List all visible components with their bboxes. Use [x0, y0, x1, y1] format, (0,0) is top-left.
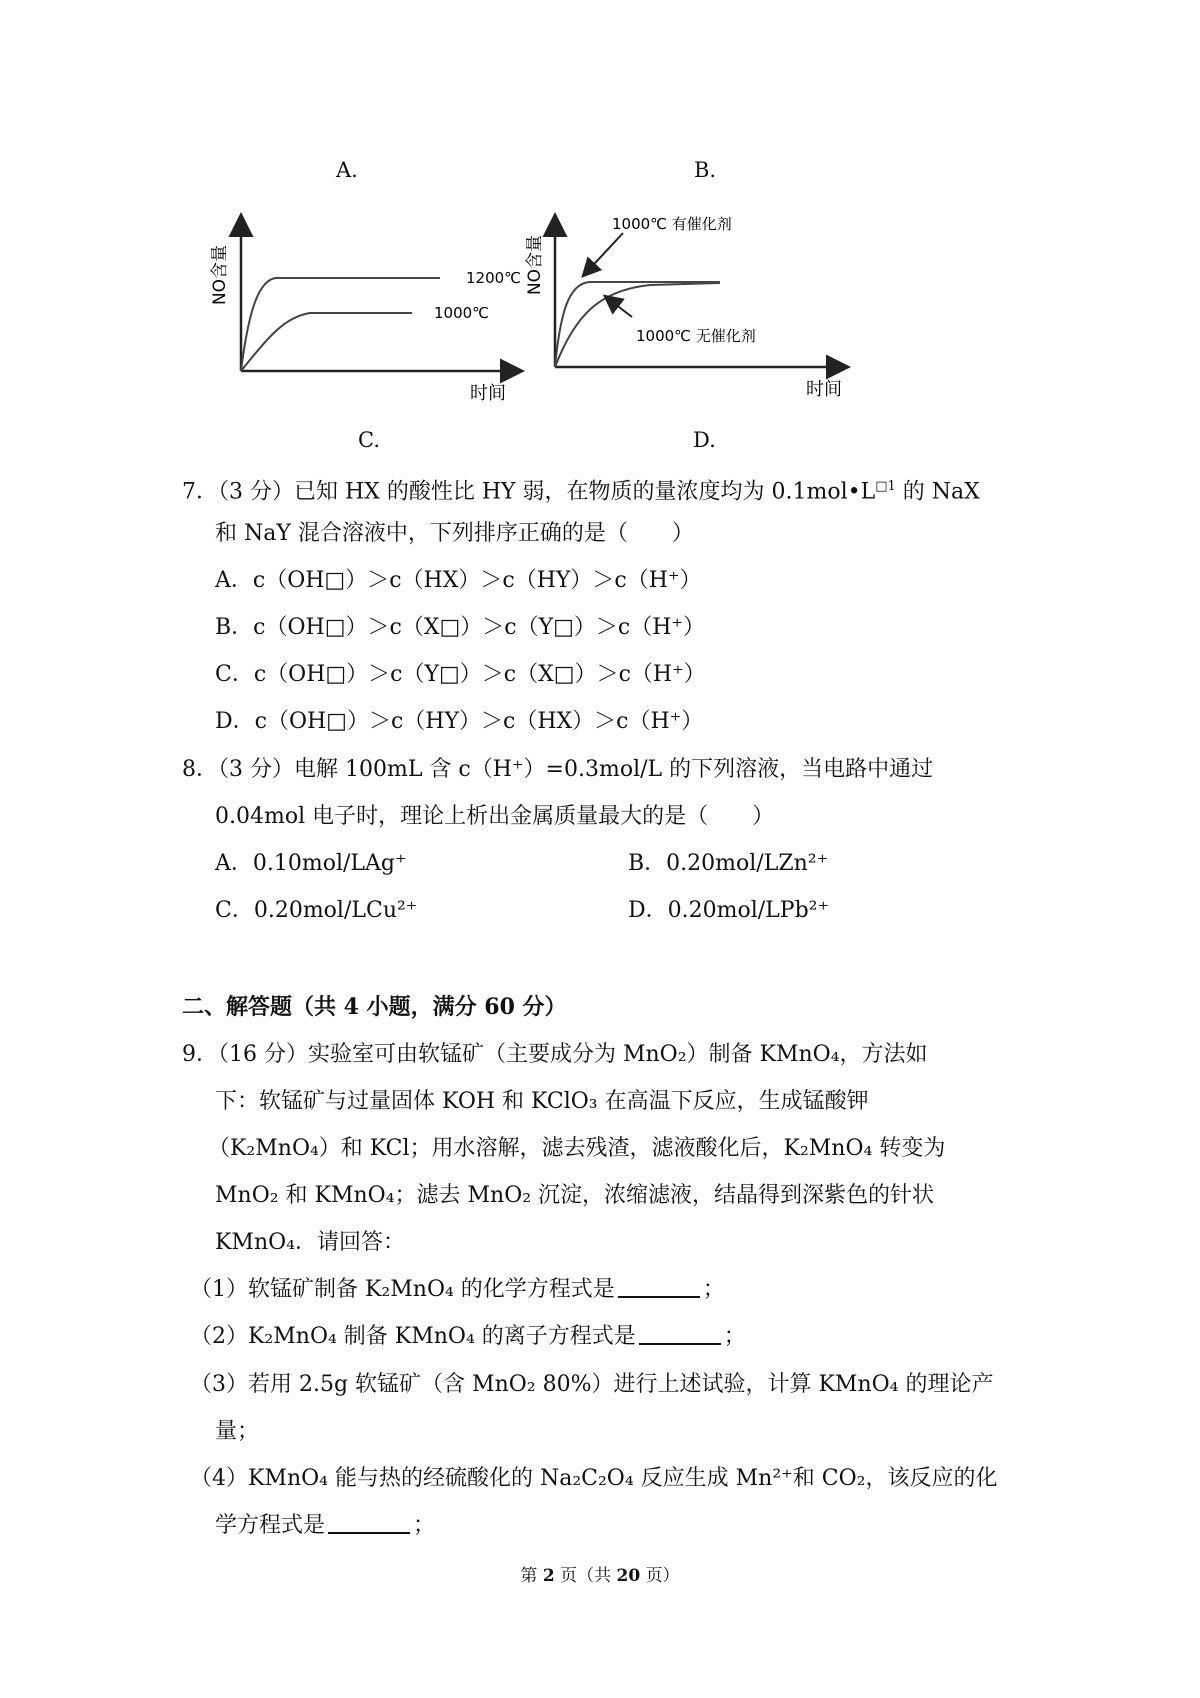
q9-sub2-semicolon: ；	[723, 1324, 746, 1349]
q9-line-4: MnO₂ 和 KMnO₄；滤去 MnO₂ 沉淀，浓缩滤液，结晶得到深紫色的针状	[215, 1183, 935, 1208]
graph-c-label-1200: 1200℃	[466, 269, 522, 287]
page-footer	[0, 1561, 1200, 1586]
q7-option-a: A．c（OH□）＞c（HX）＞c（HY）＞c（H⁺）	[215, 568, 702, 593]
graph-d-arrow-catalyst	[584, 233, 623, 275]
q9-sub3-line1: （3）若用 2.5g 软锰矿（含 MnO₂ 80%）进行上述试验，计算 KMnO₄ 的理论产	[190, 1372, 994, 1397]
q9-sub4-text: 学方程式是	[215, 1513, 326, 1538]
q7-option-b: B．c（OH□）＞c（X□）＞c（Y□）＞c（H⁺）	[215, 615, 706, 640]
q8-stem-line2: 0.04mol 电子时，理论上析出金属质量最大的是（ ）	[215, 804, 775, 829]
q9-sub4-blank[interactable]	[328, 1512, 410, 1534]
q9-sub3-line2: 量；	[215, 1419, 260, 1444]
figure-label-b: B.	[694, 158, 717, 182]
figure-label-d: D.	[693, 428, 716, 452]
graph-d-arrow-no-catalyst	[606, 297, 632, 317]
footer-prefix: 第	[520, 1566, 538, 1586]
q7-stem-line1	[182, 472, 980, 507]
q8-option-d: D．0.20mol/LPb²⁺	[628, 898, 830, 923]
q9-sub1	[190, 1275, 725, 1305]
graph-c-ylabel: NO含量	[210, 244, 230, 306]
footer-suffix: 页）	[645, 1566, 680, 1586]
q9-sub4-semicolon: ；	[413, 1513, 436, 1538]
graph-c-curve-1000	[241, 313, 412, 371]
q7-option-d: D．c（OH□）＞c（HY）＞c（HX）＞c（H⁺）	[215, 709, 704, 734]
graph-d-annot-catalyst: 1000℃ 有催化剂	[612, 215, 732, 233]
q9-line-2: 下：软锰矿与过量固体 KOH 和 KClO₃ 在高温下反应，生成锰酸钾	[215, 1089, 869, 1114]
figure-label-c: C.	[358, 428, 380, 452]
q9-sub4-line1: （4）KMnO₄ 能与热的经硫酸化的 Na₂C₂O₄ 反应生成 Mn²⁺和 CO₂，该反应的化	[190, 1466, 998, 1491]
graph-d-curve-catalyst	[555, 282, 720, 367]
q8-option-b: B．0.20mol/LZn²⁺	[628, 851, 829, 876]
graph-c-curve-1200	[241, 278, 440, 371]
graph-d-curve-no-catalyst	[555, 283, 720, 367]
graph-d-ylabel: NO含量	[525, 234, 545, 296]
q9-sub4-line2	[215, 1511, 435, 1541]
q9-sub1-text: （1）软锰矿制备 K₂MnO₄ 的化学方程式是	[190, 1277, 615, 1302]
q9-sub1-blank[interactable]	[618, 1276, 700, 1298]
q8-option-c: C．0.20mol/LCu²⁺	[215, 898, 418, 923]
section-heading: 二、解答题（共 4 小题，满分 60 分）	[182, 994, 567, 1020]
q7-stem-text: 7．（3 分）已知 HX 的酸性比 HY 弱，在物质的量浓度均为 0.1mol•L	[182, 479, 876, 505]
q9-line-5: KMnO₄．请回答：	[215, 1230, 405, 1255]
q9-line-3: （K₂MnO₄）和 KCl；用水溶解，滤去残渣，滤液酸化后，K₂MnO₄ 转变为	[208, 1136, 946, 1161]
q7-stem-line2: 和 NaY 混合溶液中，下列排序正确的是（ ）	[215, 521, 694, 546]
q7-stem-superscript: □1	[875, 479, 896, 494]
footer-page-number: 2	[542, 1566, 555, 1586]
q7-option-c: C．c（OH□）＞c（Y□）＞c（X□）＞c（H⁺）	[215, 662, 706, 687]
graph-c-xlabel: 时间	[470, 383, 506, 404]
q9-sub1-semicolon: ；	[702, 1277, 725, 1302]
footer-middle: 页（共	[560, 1566, 612, 1586]
graph-c	[200, 205, 540, 410]
graph-c-label-1000: 1000℃	[434, 304, 490, 322]
footer-total-pages: 20	[616, 1566, 641, 1586]
q9-sub2-blank[interactable]	[639, 1323, 721, 1345]
graph-d-annot-no-catalyst: 1000℃ 无催化剂	[636, 327, 756, 345]
q9-line-1: 9．（16 分）实验室可由软锰矿（主要成分为 MnO₂）制备 KMnO₄，方法如	[182, 1042, 928, 1067]
q8-stem-line1: 8．（3 分）电解 100mL 含 c（H⁺）=0.3mol/L 的下列溶液，当电路中通过	[182, 757, 934, 782]
q9-sub2-text: （2）K₂MnO₄ 制备 KMnO₄ 的离子方程式是	[190, 1324, 636, 1349]
graph-d-xlabel: 时间	[806, 379, 842, 400]
figure-label-a: A.	[336, 158, 358, 182]
graph-d	[520, 205, 860, 410]
q7-stem-end: 的 NaX	[895, 479, 980, 505]
q9-sub2	[190, 1322, 746, 1352]
q8-option-a: A．0.10mol/LAg⁺	[215, 851, 407, 876]
